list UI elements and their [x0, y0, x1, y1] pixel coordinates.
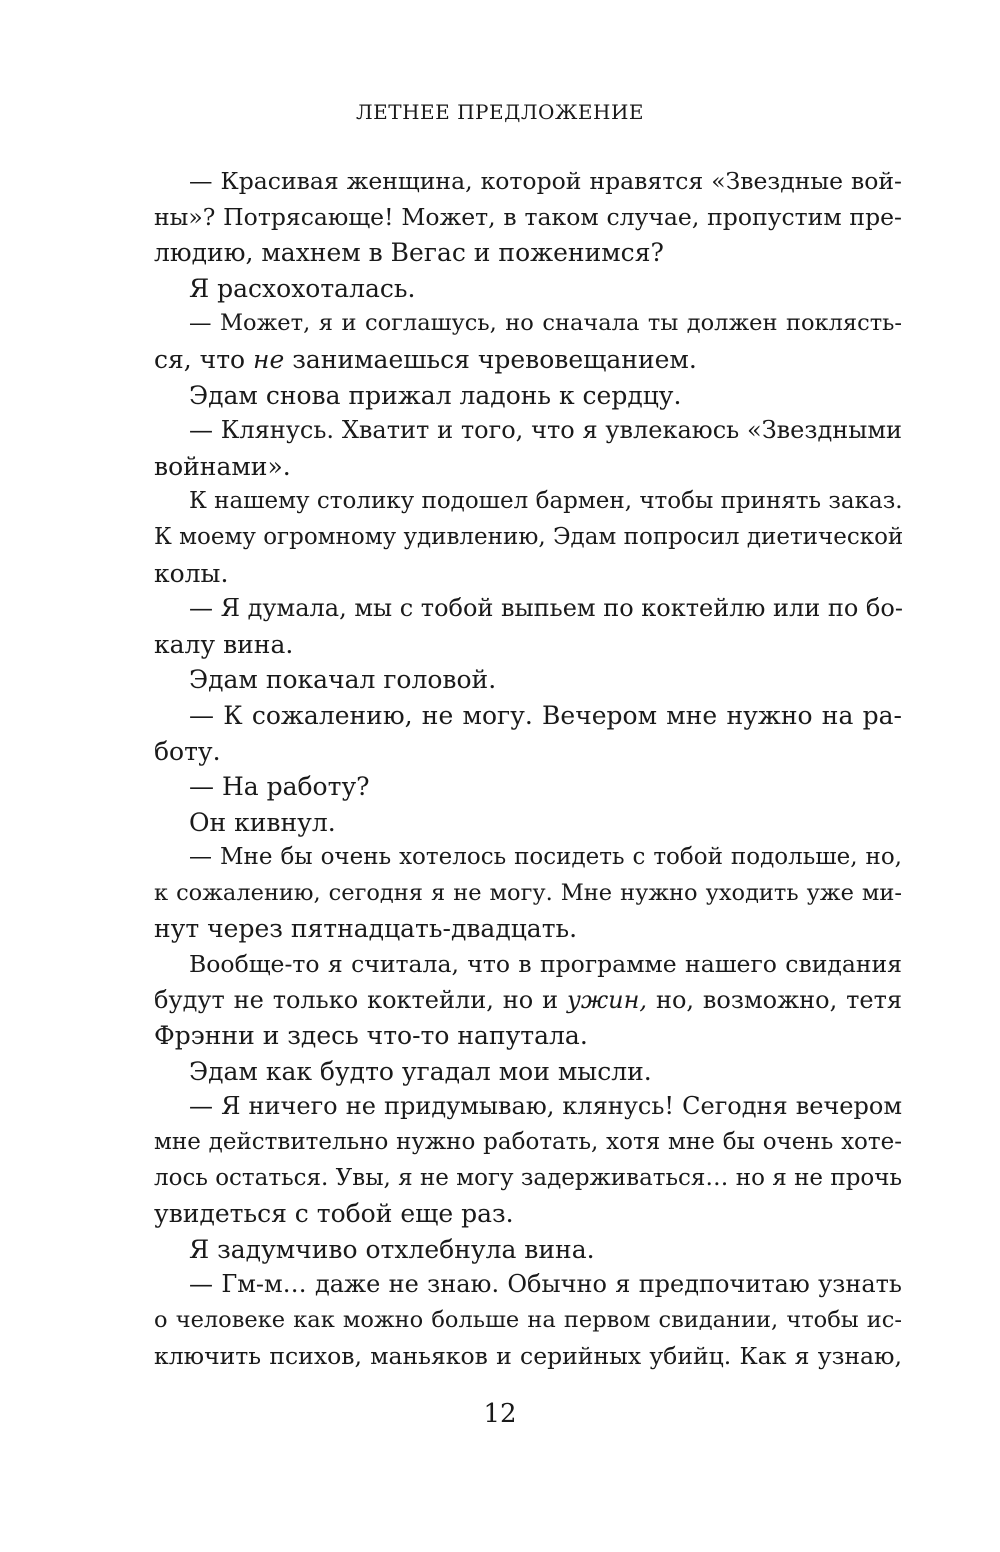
text-line: нут через пятнадцать-двадцать. [154, 914, 578, 944]
text-line: — Мне бы очень хотелось посидеть с тобой подольше, но, [189, 844, 902, 871]
text-line: — Клянусь. Хватит и того, что я увлекаюсь «Звездными [189, 416, 902, 445]
text-line [154, 342, 902, 378]
text-line: — Гм-м… даже не знаю. Обычно я предпочитаю узнать [189, 1270, 902, 1299]
text-line: К нашему столику подошел бармен, чтобы принять заказ. [189, 488, 903, 515]
text-line: войнами». [154, 451, 291, 481]
text-line: Фрэнни и здесь что-то напутала. [154, 1021, 588, 1051]
text-line: к сожалению, сегодня я не могу. Мне нужно уходить уже ми- [154, 879, 902, 906]
body-text [154, 164, 902, 1374]
text-line: Эдам снова прижал ладонь к сердцу. [189, 380, 682, 410]
text-line: Я расхохоталась. [189, 273, 416, 303]
text-line: — На работу? [189, 772, 370, 802]
text-line: Вообще-то я считала, что в программе нашего свидания [189, 950, 902, 979]
text-line: Эдам покачал головой. [189, 665, 497, 695]
text-line: ны»? Потрясающе! Может, в таком случае, пропустим пре- [154, 202, 902, 231]
text-line: увидеться с тобой еще раз. [154, 1199, 514, 1229]
text-line: Он кивнул. [189, 807, 336, 837]
text-line: боту. [154, 736, 221, 766]
italic-emphasis: не [253, 344, 285, 374]
page-number: 12 [483, 1399, 517, 1429]
italic-emphasis: ужин, [566, 985, 648, 1014]
text-line: Эдам как будто угадал мои мысли. [189, 1056, 652, 1086]
text-line: о человеке как можно больше на первом свидании, чтобы ис- [154, 1307, 902, 1333]
text-line: — Красивая женщина, которой нравятся «Звездные вой- [189, 167, 902, 195]
text-line: ключить психов, маньяков и серийных убийц. Как я узнаю, [154, 1341, 902, 1370]
text-line: К моему огромному удивлению, Эдам попросил диетической [154, 523, 904, 550]
text-line: — Я ничего не придумываю, клянусь! Сегодня вечером [189, 1092, 902, 1121]
text-line: Я задумчиво отхлебнула вина. [189, 1234, 595, 1264]
text-line: людию, махнем в Вегас и поженимся? [154, 238, 664, 268]
text-span: будут не только коктейли, но и [154, 985, 567, 1014]
text-line: — Может, я и соглашусь, но сначала ты должен поклясть- [189, 310, 902, 337]
text-line: калу вина. [154, 629, 294, 659]
text-span: занимаешься чревовещанием. [284, 344, 697, 374]
text-span: но, возможно, тетя [647, 985, 902, 1014]
text-line: мне действительно нужно работать, хотя мне бы очень хоте- [154, 1129, 902, 1156]
text-line: — Я думала, мы с тобой выпьем по коктейлю или по бо- [189, 594, 903, 623]
running-title: ЛЕТНЕЕ ПРЕДЛОЖЕНИЕ [355, 100, 645, 124]
text-line: — К сожалению, не могу. Вечером мне нужно на ра- [189, 700, 902, 730]
text-span: ся, что [154, 344, 254, 374]
text-line: лось остаться. Увы, я не могу задерживаться… но я не прочь [154, 1164, 902, 1191]
text-line [154, 983, 902, 1019]
text-line: колы. [154, 558, 229, 588]
